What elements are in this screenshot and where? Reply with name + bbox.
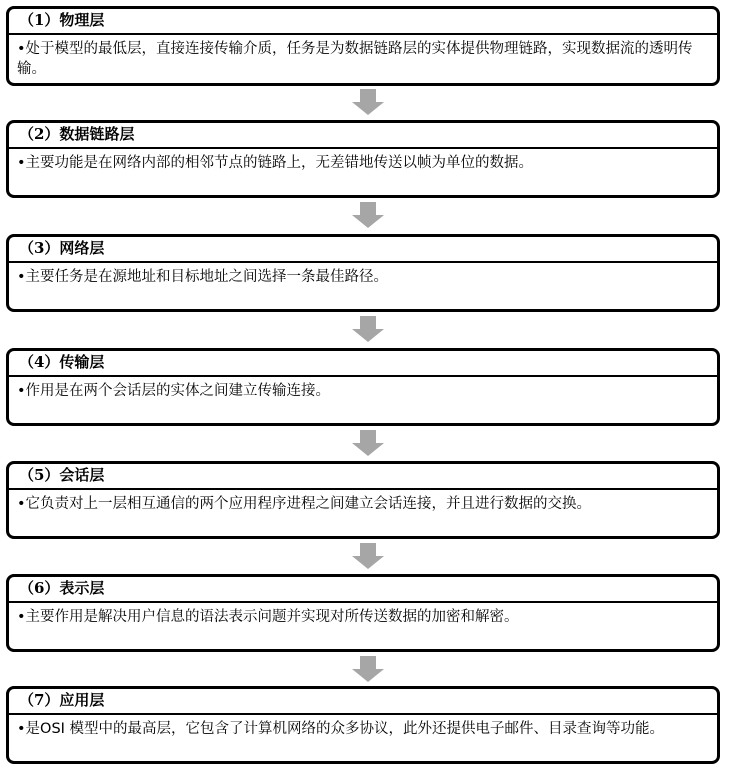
layer-description: •处于模型的最低层，直接连接传输介质，任务是为数据链路层的实体提供物理链路，实现数据流的透明传输。 — [17, 41, 693, 77]
layer-description: •作用是在两个会话层的实体之间建立传输连接。 — [17, 383, 331, 399]
divider — [9, 33, 717, 35]
down-arrow-icon — [352, 543, 384, 569]
layer-description: •它负责对上一层相互通信的两个应用程序进程之间建立会话连接，并且进行数据的交换。 — [17, 496, 592, 512]
divider — [9, 488, 717, 490]
down-arrow-icon — [352, 202, 384, 228]
layer-title: （4）传输层 — [19, 353, 105, 371]
layer-title: （6）表示层 — [19, 579, 105, 597]
divider — [9, 601, 717, 603]
down-arrow-icon — [352, 89, 384, 115]
layer-box-presentation — [6, 574, 720, 652]
layer-title: （3）网络层 — [19, 239, 105, 257]
layer-box-transport — [6, 348, 720, 426]
divider — [9, 713, 717, 715]
layer-title: （1）物理层 — [19, 11, 105, 29]
layer-description: •主要作用是解决用户信息的语法表示问题并实现对所传送数据的加密和解密。 — [17, 609, 519, 625]
down-arrow-icon — [352, 430, 384, 456]
layer-box-data-link — [6, 120, 720, 198]
layer-title: （2）数据链路层 — [19, 125, 135, 143]
layer-title: （7）应用层 — [19, 691, 105, 709]
divider — [9, 261, 717, 263]
layer-box-application — [6, 686, 720, 764]
layer-description: •主要功能是在网络内部的相邻节点的链路上，无差错地传送以帧为单位的数据。 — [17, 155, 534, 171]
layer-title: （5）会话层 — [19, 466, 105, 484]
divider — [9, 375, 717, 377]
layer-box-session — [6, 461, 720, 539]
layer-box-physical — [6, 6, 720, 86]
layer-description: •是OSI 模型中的最高层，它包含了计算机网络的众多协议，此外还提供电子邮件、目录查询等功能。 — [17, 721, 665, 737]
down-arrow-icon — [352, 316, 384, 342]
layer-description: •主要任务是在源地址和目标地址之间选择一条最佳路径。 — [17, 269, 389, 285]
divider — [9, 147, 717, 149]
layer-box-network — [6, 234, 720, 312]
down-arrow-icon — [352, 656, 384, 682]
